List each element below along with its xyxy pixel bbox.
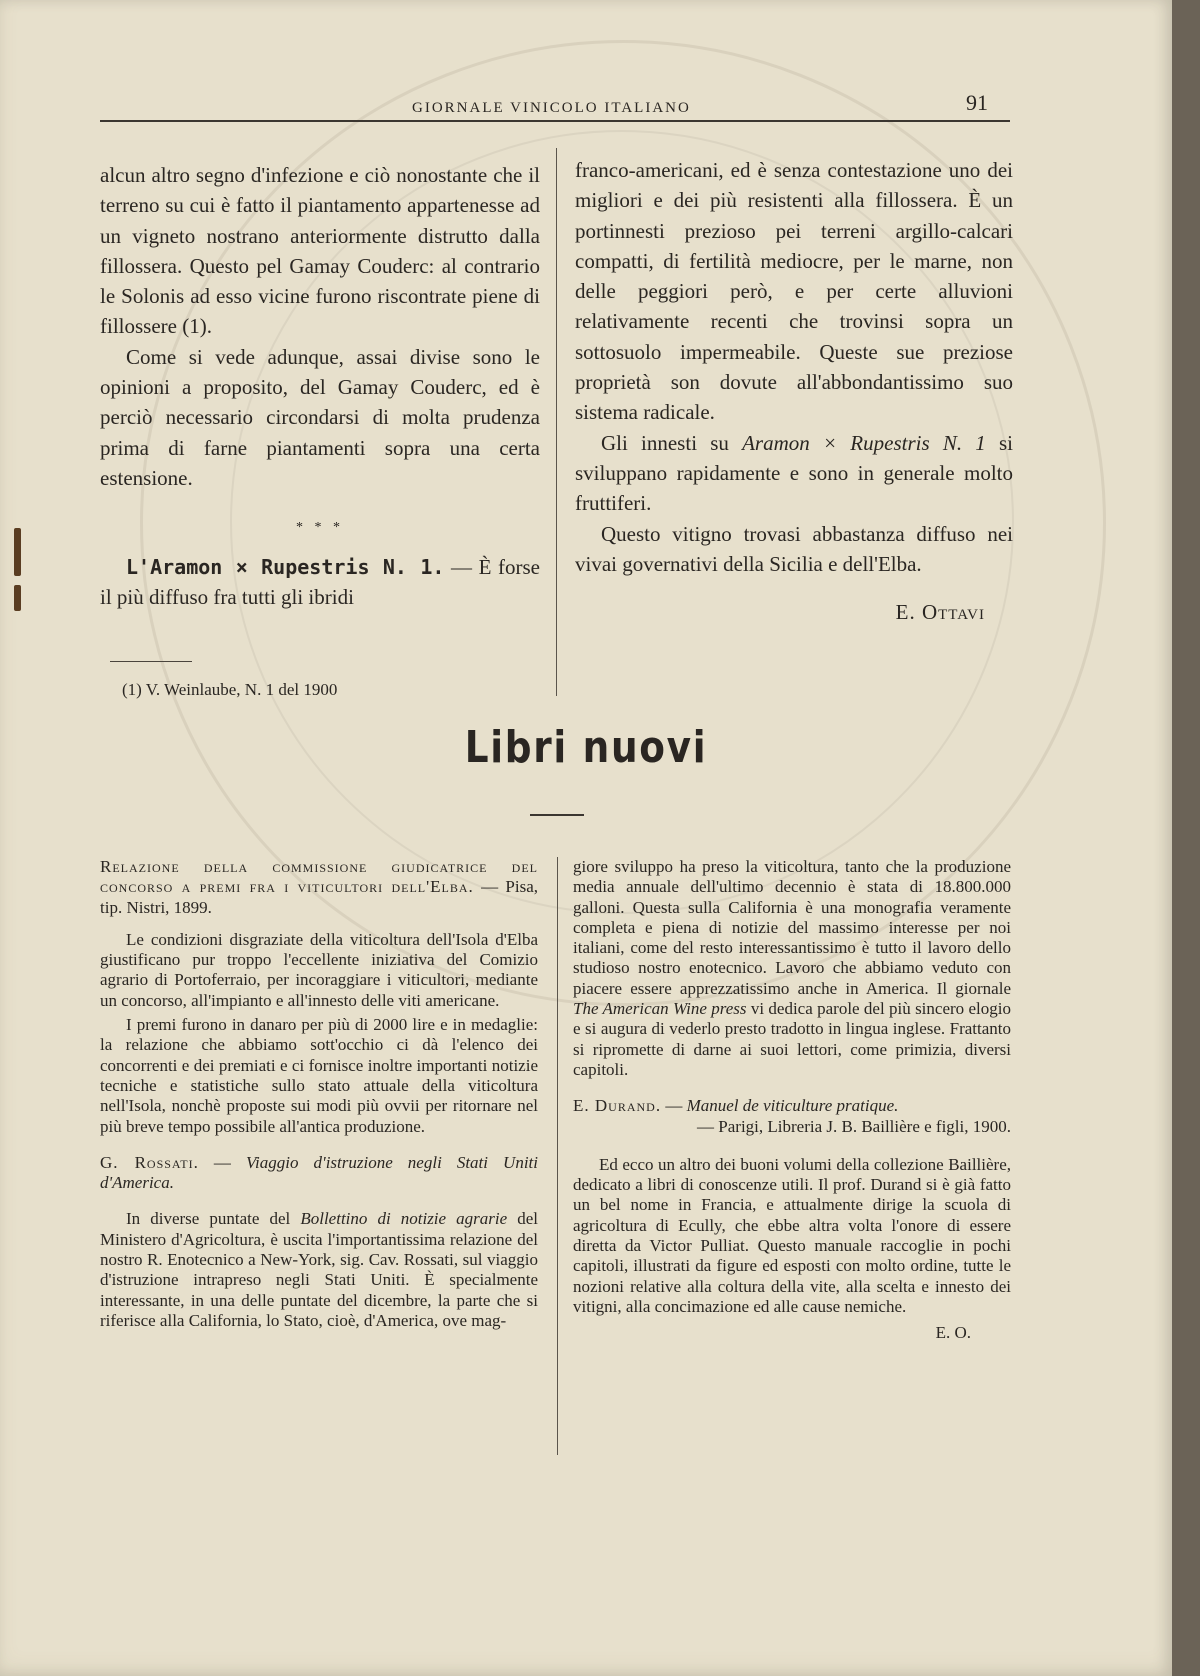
italic-text: The American Wine press: [573, 999, 747, 1019]
paragraph: alcun altro segno d'infezione e ciò nonostante che il terreno su cui è fatto il piantamento appartenesse ad un vigneto nostrano anteriormente distrutto dalla fillossera. Questo pel Gamay Couderc: al contrario le Solonis ad esso vicine furono riscontrate piene di fillossere (1).: [100, 163, 540, 339]
paragraph-text: Gli innesti su: [601, 430, 743, 455]
title-rule: [530, 814, 584, 816]
book-title: Manuel de viticulture pratique.: [686, 1096, 899, 1116]
bottom-left-column: [100, 857, 538, 1331]
asterism: * * *: [296, 520, 344, 536]
book-publication: — Pisa, tip. Nistri, 1899.: [100, 877, 538, 917]
book-author: G. Rossati.: [100, 1152, 199, 1172]
paragraph: Questo vitigno trovasi abbastanza diffuso nei vivai governativi della Sicilia e dell'Elba.: [575, 521, 1013, 576]
paragraph: Le condizioni disgraziate della viticoltura dell'Isola d'Elba giustificano pur troppo l'eccellente iniziativa del Comizio agrario di Portoferraio, per incoraggiare i viticultori, mediante un concorso, all'impianto e all'innesto delle viti americane.: [100, 929, 538, 1010]
binding-mark: [14, 528, 21, 576]
paragraph-text: del Ministero d'Agricoltura, è uscita l'importantissima relazione del nostro R. Enotecnico a New-York, sig. Cav. Rossati, sul viaggio d'istruzione intrapreso negli Stati Uniti. È specialmente interessante, in una delle puntate del dicembre, la parte che si riferisce alla California, lo Stato, cioè, d'America, ove mag-: [100, 1209, 538, 1330]
book-author: E. Durand.: [573, 1096, 662, 1116]
column-rule: [556, 148, 557, 696]
paragraph: I premi furono in danaro per più di 2000 lire e in medaglie: la relazione che abbiamo sott'occhio ci dà l'elenco dei concorrenti e dei premiati e ci fornisce inoltre importanti notizie tecniche e statistiche sullo stato attuale della viticoltura nell'Isola, nonchè proposte sui modi più ovvii per ritornare nel più breve tempo possibile all'antica produzione.: [100, 1015, 538, 1136]
paragraph: [575, 428, 1013, 519]
separator: —: [198, 1152, 246, 1172]
footnote: (1) V. Weinlaube, N. 1 del 1900: [122, 680, 338, 699]
section-title: Libri nuovi: [464, 722, 708, 773]
book-title: Relazione della commissione giudicatrice del concorso a premi fra i viticultori dell'Elba.: [100, 857, 538, 897]
paragraph-text: si sviluppano rapidamente e sono in generale molto fruttiferi.: [575, 430, 1013, 516]
bottom-right-column: [573, 857, 1011, 1344]
background-edge: [1172, 0, 1200, 1676]
italic-text: Aramon × Rupestris N. 1: [742, 430, 986, 455]
italic-text: Bollettino di notizie agrarie: [300, 1209, 508, 1229]
top-right-column: [575, 155, 1013, 627]
column-rule: [557, 857, 558, 1455]
running-header: [100, 92, 1010, 122]
section-heading: L'Aramon × Rupestris N. 1.: [126, 554, 445, 579]
footnote-rule: [110, 661, 192, 662]
paragraph-text: giore sviluppo ha preso la viticoltura, tanto che la produzione media annuale dell'ultimo decennio è stata di 18.800.000 galloni. Questa sulla California è una monografia veramente completa e piena di notizie del massimo interesse per noi italiani, come del resto interessantissimo è tutto il lavoro dello studioso nostro enotecnico. Lavoro che abbiamo veduto con piacere essere apprezzatissimo anche in America. Il giornale: [573, 857, 1011, 998]
journal-title: GIORNALE VINICOLO ITALIANO: [412, 100, 691, 116]
paragraph: [573, 857, 1011, 1080]
book-publication: — Parigi, Libreria J. B. Baillière e figli, 1900.: [697, 1116, 1011, 1136]
paragraph-text: vi dedica parole del più sincero elogio e si augura di vederlo presto tradotto in lingua inglese. Frattanto si ripromette di darne ai suoi lettori, come primizia, diversi capitoli.: [573, 999, 1011, 1079]
paragraph-text: — È forse il più diffuso fra tutti gli ibridi: [100, 554, 540, 609]
book-title: Viaggio d'istruzione negli Stati Uniti d'America.: [100, 1152, 538, 1193]
book-entry: [573, 1096, 1011, 1116]
book-entry: [100, 1153, 538, 1194]
binding-mark: [14, 585, 21, 611]
top-left-column: [100, 160, 540, 612]
page-number: 91: [966, 90, 988, 115]
paragraph: [100, 552, 540, 613]
signature: E. O.: [935, 1323, 971, 1343]
paragraph: Come si vede adunque, assai divise sono le opinioni a proposito, del Gamay Couderc, ed è perciò necessario circondarsi di molta prudenza prima di farne piantamenti sopra una certa estensione.: [100, 344, 540, 490]
separator: —: [661, 1096, 687, 1116]
paragraph: Ed ecco un altro dei buoni volumi della collezione Baillière, dedicato a libri di conoscenze utili. Il prof. Durand si è già fatto un bel nome in Francia, e attualmente dirige la scuola di agricoltura di Ecully, che ebbe altra volta l'onore di essere diretta da Victor Pulliat. Questo manuale raccoglie in pochi capitoli, illustrati da figure ed esposti con molto ordine, tutte le nozioni relative alla coltura della vite, alla scelta e innesto dei vitigni, alla concimazione ed alle cause nemiche.: [573, 1154, 1011, 1316]
paragraph-text: In diverse puntate del: [126, 1209, 301, 1229]
book-entry: [100, 857, 538, 918]
paragraph: franco-americani, ed è senza contestazione uno dei migliori e dei più resistenti alla fillossera. È un portinnesti prezioso pei terreni argillo-calcari compatti, di fertilità mediocre, per le marne, non delle peggiori però, e per certe alluvioni relativamente recenti che trovinsi sopra un sottosuolo impermeabile. Queste sue preziose proprietà son dovute all'abbondantissimo suo sistema radicale.: [575, 158, 1013, 425]
paragraph: [100, 1209, 538, 1331]
signature: E. Ottavi: [895, 600, 985, 625]
